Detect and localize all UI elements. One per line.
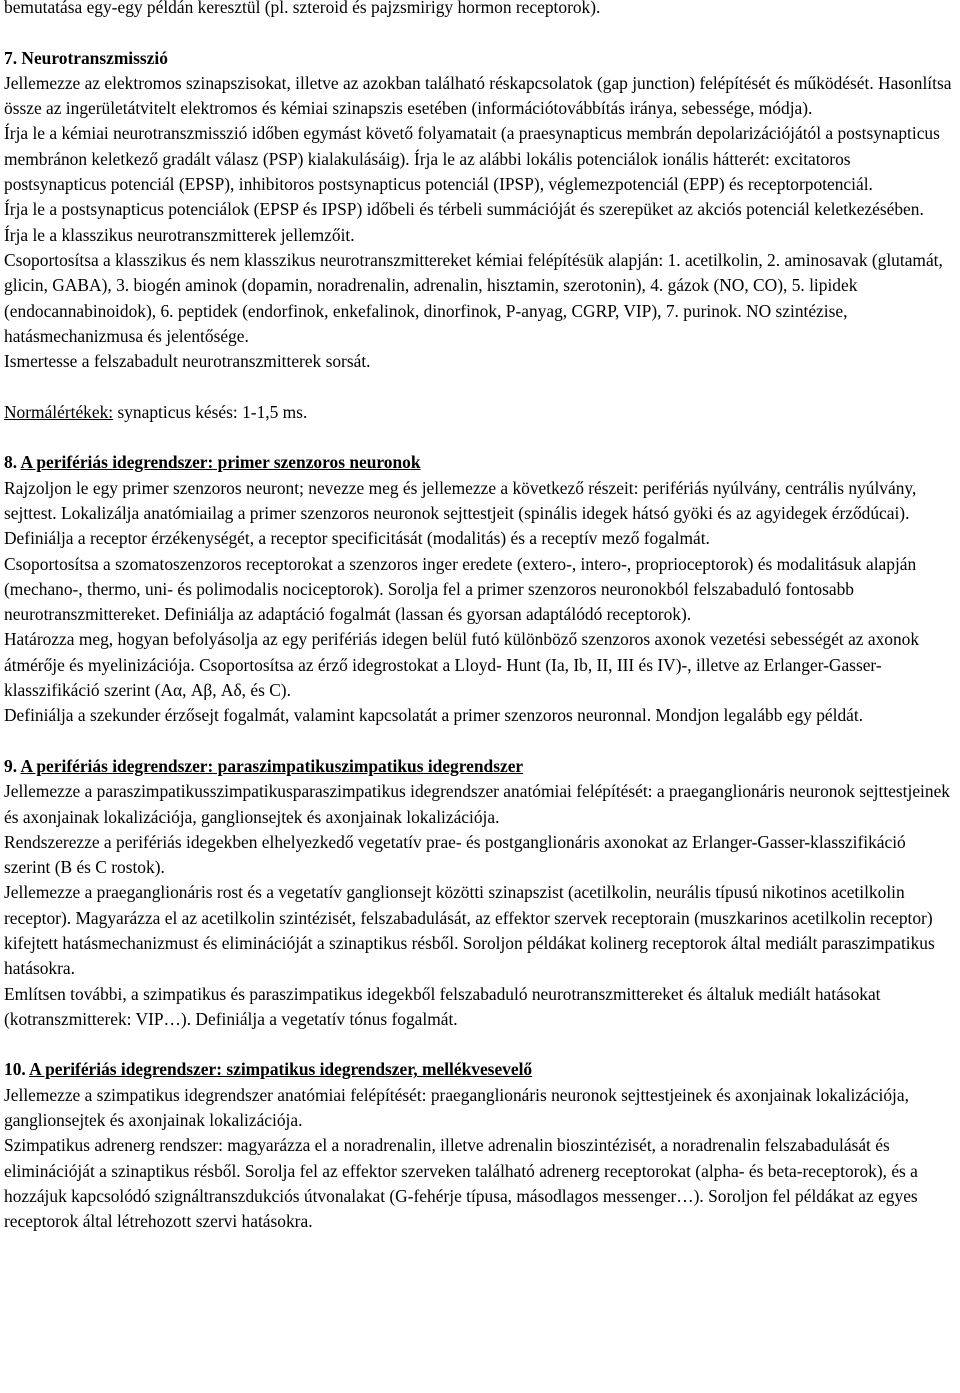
section-7-heading	[4, 46, 956, 71]
spacer	[4, 425, 956, 450]
section-7-paragraph: Írja le a kémiai neurotranszmisszió időben egymást követő folyamatait (a praesynapticus membrán depolarizációjától a postsynapticus membránon keletkező gradált válasz (PSP) kialakulásáig). Írja le az alábbi lokális potenciálok ionális hátterét: excitatoros postsynapticus potenciál (EPSP), inhibitoros postsynapticus potenciál (IPSP), véglemezpotenciál (EPP) és receptorpotenciál.	[4, 123, 940, 195]
section-10-heading	[4, 1057, 956, 1082]
section-7	[4, 46, 956, 425]
spacer	[4, 729, 956, 754]
spacer	[4, 374, 956, 399]
section-7-paragraph: Írja le a klasszikus neurotranszmitterek jellemzőit.	[4, 224, 355, 245]
section-10	[4, 1057, 956, 1234]
section-7-number: 7.	[4, 47, 18, 68]
spacer	[4, 20, 956, 45]
section-8-paragraph: Rajzoljon le egy primer szenzoros neuront; nevezze meg és jellemezze a következő részeit: perifériás nyúlvány, centrális nyúlvány, sejttest. Lokalizálja anatómiailag a primer szenzoros neuronok sejttestjeit (spinális idegek hátsó gyöki és az agyidegek érződúcai).	[4, 477, 917, 523]
section-7-paragraph: Csoportosítsa a klasszikus és nem klasszikus neurotranszmittereket kémiai felépítésük alapján: 1. acetilkolin, 2. aminosavak (glutamát, glicin, GABA), 3. biogén aminok (dopamin, noradrenalin, adrenalin, hisztamin, szerotonin), 4. gázok (NO, CO), 5. lipidek (endocannabinoidok), 6. peptidek (endorfinok, enkefalinok, dinorfinok, P-anyag, CGRP, VIP), 7. purinok. NO szintézise, hatásmechanizmusa és jelentősége.	[4, 249, 943, 346]
section-7-paragraph: Ismertesse a felszabadult neurotranszmitterek sorsát.	[4, 351, 371, 372]
section-7-paragraph: Jellemezze az elektromos szinapszisokat, illetve az azokban található réskapcsolatok (gap junction) felépítését és működését. Hasonlítsa össze az ingerületátvitelt elektromos és kémiai szinapszis esetében (információtovábbítás iránya, sebessége, módja).	[4, 72, 952, 119]
section-8-paragraph: Csoportosítsa a szomatoszenzoros receptorokat a szenzoros inger eredete (extero-, intero-, proprioceptorok) és modalitásuk alapján (mechano-, thermo, uni- és polimodalis nociceptorok). Sorolja fel a primer szenzoros neuronokból felszabaduló fontosabb neurotranszmittereket. Definiálja az adaptáció fogalmát (lassan és gyorsan adaptálódó receptorok).	[4, 553, 917, 625]
section-10-paragraph: Szimpatikus adrenerg rendszer: magyarázza el a noradrenalin, illetve adrenalin bioszintézisét, a noradrenalin felszabadulását és eliminációját a szinaptikus résből. Sorolja fel az effektor szerveken található adrenerg receptorokat (alpha- és beta-receptorok), és a hozzájuk kapcsolódó szignáltranszdukciós útvonalakat (G-fehérje típusa, másodlagos messenger…). Soroljon fel példákat az egyes receptorok által létrehozott szervi hatásokra.	[4, 1135, 918, 1232]
intro-fragment: bemutatása egy-egy példán keresztül (pl. szteroid és pajzsmirigy hormon receptorok).	[4, 0, 601, 17]
section-9-paragraph: Említsen további, a szimpatikus és paraszimpatikus idegekből felszabaduló neurotranszmittereket és általuk mediált hatásokat (kotranszmitterek: VIP…). Definiálja a vegetatív tónus fogalmát.	[4, 983, 881, 1029]
section-8-number: 8.	[4, 452, 18, 473]
section-7-paragraph: Írja le a postsynapticus potenciálok (EPSP és IPSP) időbeli és térbeli summációját és szerepüket az akciós potenciál keletkezésében.	[4, 199, 924, 220]
normal-values-text: synapticus késés: 1-1,5 ms.	[113, 401, 308, 422]
section-9-paragraph: Jellemezze a praeganglionáris rost és a vegetatív ganglionsejt közötti szinapszist (acetilkolin, neurális típusú nikotinos acetilkolin receptor). Magyarázza el az acetilkolin szintézisét, felszabadulását, az effektor szervek receptorain (muszkarinos acetilkolin receptor) kifejtett hatásmechanizmust és eliminációját a szinaptikus résből. Soroljon példákat kolinerg receptorok által mediált paraszimpatikus hatásokra.	[4, 882, 935, 979]
section-10-paragraph: Jellemezze a szimpatikus idegrendszer anatómiai felépítését: praeganglionáris neuronok sejttestjeinek és axonjainak lokalizációja, ganglionsejtek és axonjainak lokalizációja.	[4, 1084, 909, 1131]
section-8-paragraph: Definiálja a szekunder érzősejt fogalmát, valamint kapcsolatát a primer szenzoros neuronnal. Mondjon legalább egy példát.	[4, 705, 864, 726]
section-9-title: A perifériás idegrendszer: paraszimpatikuszimpatikus idegrendszer	[20, 755, 524, 776]
section-8-paragraph: Definiálja a receptor érzékenységét, a receptor specificitását (modalitás) és a receptív mező fogalmát.	[4, 528, 710, 549]
section-10-title: A perifériás idegrendszer: szimpatikus idegrendszer, mellékvesevelő	[29, 1059, 533, 1080]
section-8-title: A perifériás idegrendszer: primer szenzoros neuronok	[20, 452, 421, 473]
section-8-heading	[4, 450, 956, 475]
section-7-title: Neurotranszmisszió	[21, 47, 168, 68]
spacer	[4, 1032, 956, 1057]
normal-values-line	[4, 400, 956, 425]
section-10-number: 10.	[4, 1059, 26, 1080]
section-9-paragraph: Rendszerezze a perifériás idegekben elhelyezkedő vegetatív prae- és postganglionáris axonokat az Erlanger-Gasser-klasszifikáció szerint (B és C rostok).	[4, 831, 906, 878]
section-9-heading	[4, 754, 956, 779]
section-9	[4, 754, 956, 1032]
section-8	[4, 450, 956, 728]
section-9-number: 9.	[4, 755, 18, 776]
section-8-paragraph: Határozza meg, hogyan befolyásolja az egy perifériás idegen belül futó különböző szenzoros axonok vezetési sebességét az axonok átmérője és myelinizációja. Csoportosítsa az érző idegrostokat a Lloyd- Hunt (Ia, Ib, II, III és IV)-, illetve az Erlanger-Gasser-klasszifikáció szerint (Aα, Aβ, Aδ, és C).	[4, 629, 920, 701]
normal-values-label: Normálértékek:	[4, 401, 114, 422]
section-9-paragraph: Jellemezze a paraszimpatikusszimpatikusparaszimpatikus idegrendszer anatómiai felépítését: a praeganglionáris neuronok sejttestjeinek és axonjainak lokalizációja, ganglionsejtek és axonjainak lokalizációja.	[4, 781, 950, 827]
